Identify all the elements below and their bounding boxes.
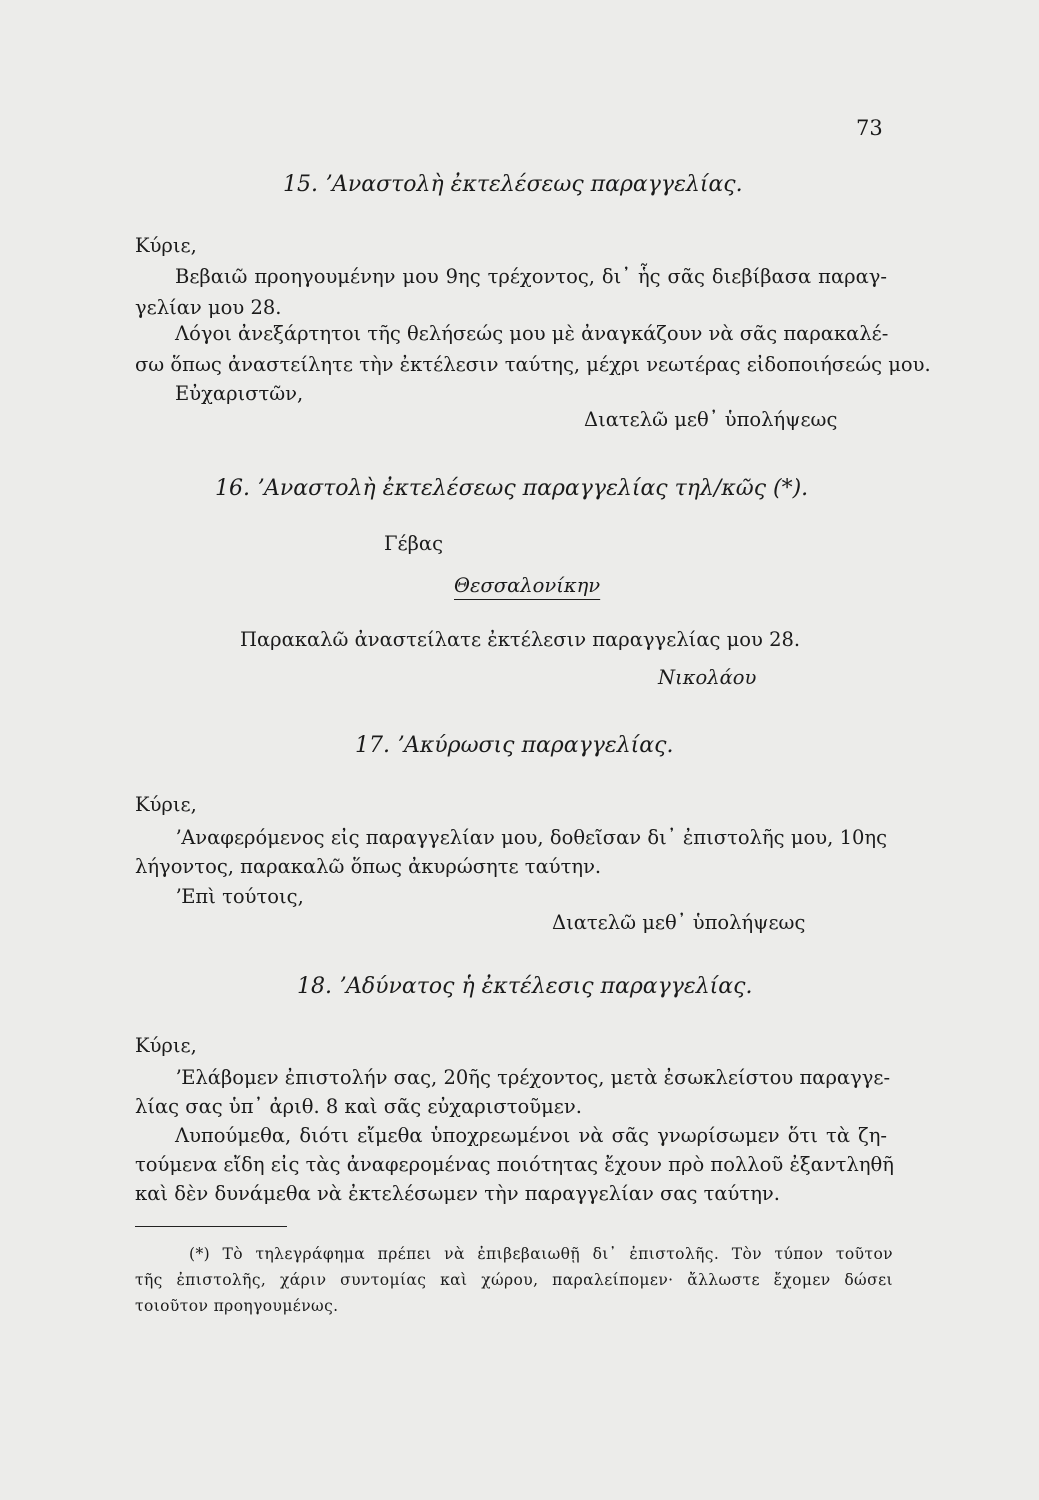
footnote-line2: τῆς ἐπιστολῆς, χάριν συντομίας καὶ χώρου, παραλείπομεν· ἄλλωστε ἔχομεν δώσει (135, 1271, 893, 1289)
section-16-heading: 16. ʼΑναστολὴ ἐκτελέσεως παραγγελίας τηλ/κῶς (*). (215, 476, 809, 501)
section-15-closing: Διατελῶ μεθ᾽ ὑπολήψεως (584, 408, 838, 431)
section-17-closing: Διατελῶ μεθ᾽ ὑπολήψεως (552, 911, 806, 934)
telegram-city: Θεσσαλονίκην (454, 574, 601, 597)
section-18-para1-line1: ʼΕλάβομεν ἐπιστολήν σας, 20ῆς τρέχοντος, μετὰ ἐσωκλείστου παραγγε- (175, 1066, 891, 1089)
section-18-heading: 18. ʼΑδύνατος ἡ ἐκτέλεσις παραγγελίας. (297, 974, 753, 999)
section-15-para1-line2: γελίαν μου 28. (135, 296, 282, 319)
section-17-para1-line1: ʼΑναφερόμενος εἰς παραγγελίαν μου, δοθεῖσαν δι᾽ ἐπιστολῆς μου, 10ης (175, 826, 887, 849)
footnote-line3: τοιοῦτον προηγουμένως. (135, 1297, 339, 1315)
telegram-recipient: Γέβας (384, 532, 443, 555)
section-17-salutation: Κύριε, (135, 793, 197, 816)
page-number: 73 (856, 116, 883, 140)
section-15-salutation: Κύριε, (135, 234, 197, 257)
section-18-para1-line2: λίας σας ὑπ᾽ ἀριθ. 8 καὶ σᾶς εὐχαριστοῦμεν. (135, 1095, 582, 1118)
section-17-para2: ʼΕπὶ τούτοις, (175, 885, 304, 908)
section-18-para2-line3: καὶ δὲν δυνάμεθα νὰ ἐκτελέσωμεν τὴν παραγγελίαν σας ταύτην. (135, 1182, 780, 1205)
section-15-para2-line2: σω ὅπως ἀναστείλητε τὴν ἐκτέλεσιν ταύτης, μέχρι νεωτέρας εἰδοποιήσεώς μου. (135, 353, 931, 376)
section-18-para2-line1: Λυπούμεθα, διότι εἴμεθα ὑποχρεωμένοι νὰ σᾶς γνωρίσωμεν ὅτι τὰ ζη- (175, 1124, 887, 1147)
section-17-para1-line2: λήγοντος, παρακαλῶ ὅπως ἀκυρώσητε ταύτην. (135, 855, 602, 878)
section-17-heading: 17. ʼΑκύρωσις παραγγελίας. (355, 733, 674, 758)
footnote-line1: (*) Τὸ τηλεγράφημα πρέπει νὰ ἐπιβεβαιωθῇ δι᾽ ἐπιστολῆς. Τὸν τύπον τοῦτον (189, 1245, 893, 1263)
section-18-salutation: Κύριε, (135, 1034, 197, 1057)
section-18-para2-line2: τούμενα εἴδη εἰς τὰς ἀναφερομένας ποιότητας ἔχουν πρὸ πολλοῦ ἐξαντληθῆ (135, 1153, 894, 1176)
footnote-rule (135, 1226, 287, 1227)
telegram-signature: Νικολάου (658, 666, 757, 689)
section-15-heading: 15. ʼΑναστολὴ ἐκτελέσεως παραγγελίας. (283, 172, 743, 197)
section-15-thanks: Εὐχαριστῶν, (175, 382, 304, 405)
section-15-para2-line1: Λόγοι ἀνεξάρτητοι τῆς θελήσεώς μου μὲ ἀναγκάζουν νὰ σᾶς παρακαλέ- (175, 322, 889, 345)
section-15-para1-line1: Βεβαιῶ προηγουμένην μου 9ης τρέχοντος, δι᾽ ἧς σᾶς διεβίβασα παραγ- (175, 265, 887, 288)
telegram-body: Παρακαλῶ ἀναστείλατε ἐκτέλεσιν παραγγελίας μου 28. (240, 628, 801, 651)
